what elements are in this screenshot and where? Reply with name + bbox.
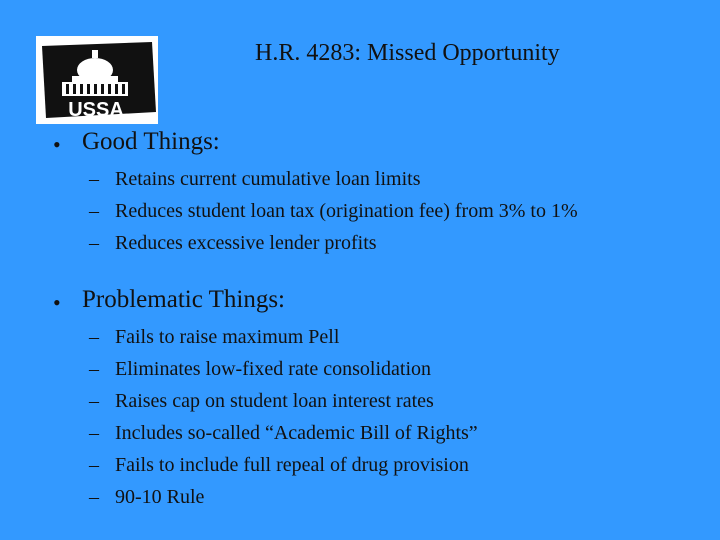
sub-list (0, 322, 720, 512)
section-problematic-things (0, 286, 720, 514)
list-item (0, 164, 720, 194)
dash-icon: – (89, 486, 99, 508)
dash-icon: – (89, 326, 99, 348)
list-item (0, 354, 720, 384)
list-item-text: Reduces student loan tax (origination fee) from 3% to 1% (115, 200, 578, 222)
list-item (0, 196, 720, 226)
dash-icon: – (89, 168, 99, 190)
section-good-things (0, 128, 720, 260)
logo-text: USSA (68, 99, 124, 121)
dash-icon: – (89, 232, 99, 254)
section-heading: Good Things: (82, 128, 220, 155)
capitol-dome-icon (36, 36, 158, 124)
dash-icon: – (89, 358, 99, 380)
section-heading: Problematic Things: (82, 286, 285, 313)
list-item (0, 450, 720, 480)
list-item (0, 482, 720, 512)
dash-icon: – (89, 200, 99, 222)
dash-icon: – (89, 422, 99, 444)
ussa-logo (36, 36, 158, 124)
list-item-text: 90-10 Rule (115, 486, 205, 508)
list-item-text: Fails to raise maximum Pell (115, 326, 340, 348)
slide-title: H.R. 4283: Missed Opportunity (255, 40, 560, 66)
list-item-text: Reduces excessive lender profits (115, 232, 377, 254)
section-heading-row (0, 128, 720, 160)
section-heading-row (0, 286, 720, 318)
dash-icon: – (89, 454, 99, 476)
list-item (0, 386, 720, 416)
list-item-text: Fails to include full repeal of drug provision (115, 454, 469, 476)
list-item-text: Includes so-called “Academic Bill of Rights” (115, 422, 478, 444)
list-item-text: Eliminates low-fixed rate consolidation (115, 358, 432, 380)
list-item (0, 418, 720, 448)
dash-icon: – (89, 390, 99, 412)
sub-list (0, 164, 720, 258)
list-item-text: Retains current cumulative loan limits (115, 168, 421, 190)
bullet-icon: • (53, 132, 61, 157)
list-item (0, 228, 720, 258)
list-item (0, 322, 720, 352)
list-item-text: Raises cap on student loan interest rates (115, 390, 434, 412)
bullet-icon: • (53, 290, 61, 315)
